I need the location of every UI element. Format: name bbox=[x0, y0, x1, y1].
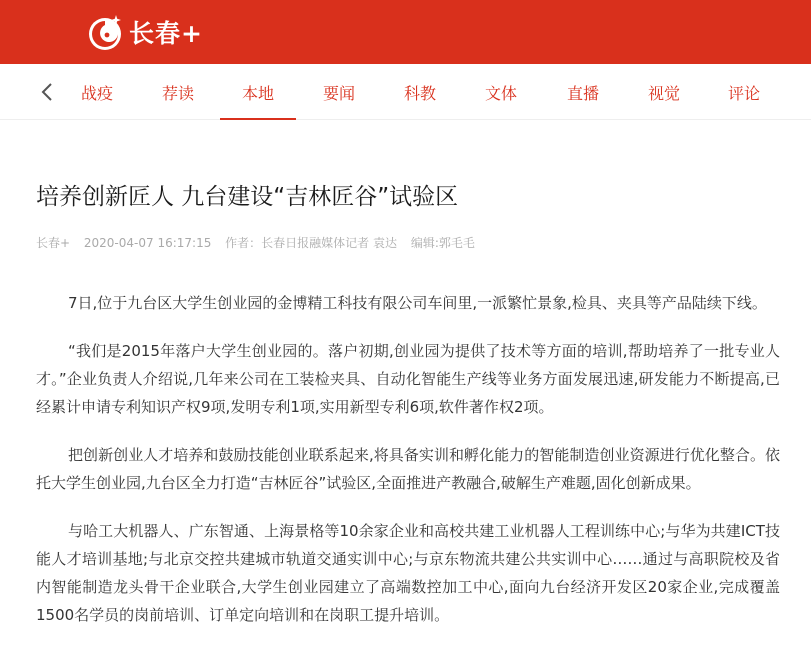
tab-zhanyi[interactable]: 战疫 bbox=[80, 83, 113, 103]
app-logo[interactable] bbox=[86, 12, 203, 52]
article-title: 培养创新匠人 九台建设“吉林匠谷”试验区 bbox=[36, 184, 459, 210]
tab-pinglun[interactable]: 评论 bbox=[727, 83, 760, 103]
article-source: 长春+ bbox=[36, 236, 71, 250]
tab-shijue[interactable]: 视觉 bbox=[647, 83, 680, 103]
article-editor: 编辑:郭毛毛 bbox=[410, 236, 475, 250]
channel-nav bbox=[0, 64, 811, 120]
article-paragraph: 7日,位于九台区大学生创业园的金博精工科技有限公司车间里,一派繁忙景象,检具、夹具等产品陆续下线。 bbox=[68, 294, 767, 312]
tab-zhibo[interactable]: 直播 bbox=[566, 83, 599, 103]
tab-wenti[interactable]: 文体 bbox=[484, 83, 517, 103]
article-paragraph: 把创新创业人才培养和鼓励技能创业联系起来,将具备实训和孵化能力的智能制造创业资源进行优化整合。依托大学生创业园,九台区全力打造“吉林匠谷”试验区,全面推进产教融合,破解生产难题,固化创新成果。 bbox=[36, 446, 780, 492]
tab-yaowen[interactable]: 要闻 bbox=[322, 83, 355, 103]
app-name: 长春+ bbox=[129, 19, 203, 48]
swirl-logo-icon bbox=[86, 12, 126, 52]
back-button[interactable] bbox=[34, 79, 60, 105]
article-body bbox=[36, 289, 780, 649]
tab-kejiao[interactable]: 科教 bbox=[403, 83, 436, 103]
tab-bendi[interactable]: 本地 bbox=[228, 64, 288, 120]
article-meta bbox=[36, 234, 796, 251]
article-datetime: 2020-04-07 16:17:15 bbox=[83, 236, 212, 250]
article-paragraph: “我们是2015年落户大学生创业园的。落户初期,创业园为提供了技术等方面的培训,帮助培养了一批专业人才。”企业负责人介绍说,几年来公司在工装检夹具、自动化智能生产线等业务方面发展迅速,研发能力不断提高,已经累计申请专利知识产权9项,发明专利1项,实用新型专利6项,软件著作权2项。 bbox=[36, 342, 780, 416]
chevron-left-icon bbox=[40, 82, 54, 102]
app-header bbox=[0, 0, 811, 64]
tab-jiandu[interactable]: 荐读 bbox=[161, 83, 194, 103]
article-paragraph: 与哈工大机器人、广东智通、上海景格等10余家企业和高校共建工业机器人工程训练中心;与华为共建ICT技能人才培训基地;与北京交控共建城市轨道交通实训中心;与京东物流共建公共实训中心……通过与高职院校及省内智能制造龙头骨干企业联合,大学生创业园建立了高端数控加工中心,面向九台经济开发区20家企业,完成覆盖1500名学员的岗前培训、订单定向培训和在岗职工提升培训。 bbox=[36, 522, 780, 624]
article-author: 作者：长春日报融媒体记者 袁达 bbox=[225, 236, 397, 250]
